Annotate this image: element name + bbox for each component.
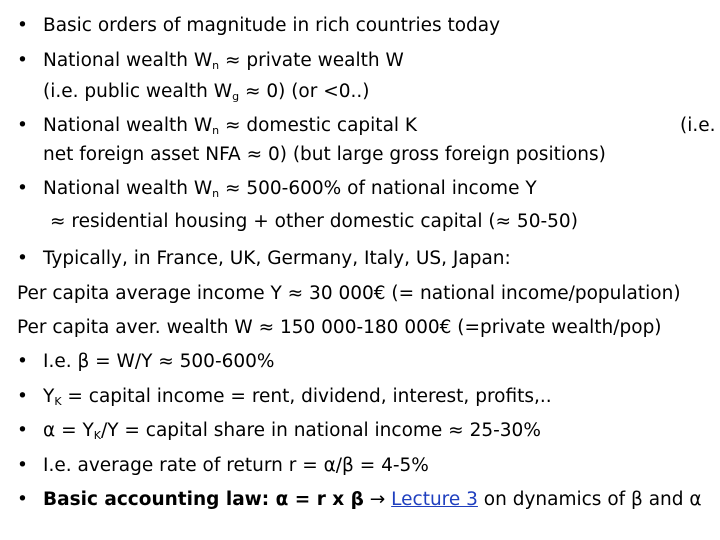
line-text-right: (i.e. — [680, 115, 716, 136]
line-text: National wealth $W_n \approx 500-600\%$ of national income Y — [43, 178, 537, 200]
line-text: $\alpha = Y_K/Y$ = capital share in national income ≈ 25-30% — [43, 420, 541, 442]
bullet-icon: • — [17, 386, 28, 407]
line-text: National wealth $W_n$ ≈ domestic capital K — [43, 115, 418, 137]
bullet-icon: • — [17, 115, 28, 136]
bullet-icon: • — [17, 351, 28, 372]
line-text: Basic orders of magnitude in rich countries today — [43, 15, 501, 36]
bullet-icon: • — [17, 178, 28, 199]
bullet-icon: • — [17, 455, 28, 476]
lecture-3-link[interactable]: Lecture 3 — [391, 489, 478, 510]
line-text: I.e. average rate of return r = α/β = 4-5% — [43, 455, 429, 476]
line-text: ≈ residential housing + other domestic capital (≈ 50-50) — [50, 211, 578, 232]
line-text: Per capita aver. wealth W ≈ 150 000-180 000€ (=private wealth/pop) — [17, 317, 662, 338]
bullet-icon: • — [17, 50, 28, 71]
arrow-text: → — [363, 489, 392, 510]
bullet-icon: • — [17, 489, 28, 510]
line-text-rest: on dynamics of β and α — [477, 489, 702, 510]
bullet-icon: • — [17, 15, 28, 36]
line-text — [43, 488, 702, 512]
line-text: I.e. β = W/Y ≈ 500-600% — [43, 351, 275, 372]
line-text: National wealth $W_n$ ≈ private wealth W — [43, 50, 404, 72]
line-text: Typically, in France, UK, Germany, Italy, US, Japan: — [43, 248, 511, 269]
line-text: $Y_K$ = capital income = rent, dividend, interest, profits,.. — [43, 386, 552, 408]
bullet-icon: • — [17, 248, 28, 269]
line-text: net foreign asset NFA ≈ 0) (but large gross foreign positions) — [43, 144, 606, 165]
bullet-icon: • — [17, 420, 28, 441]
line-text: Per capita average income Y ≈ 30 000€ (= national income/population) — [17, 283, 681, 304]
line-text: (i.e. public wealth $W_g \approx 0$) (or <0..) — [43, 81, 370, 103]
accounting-law-bold: Basic accounting law: α = r x β — [43, 489, 364, 510]
